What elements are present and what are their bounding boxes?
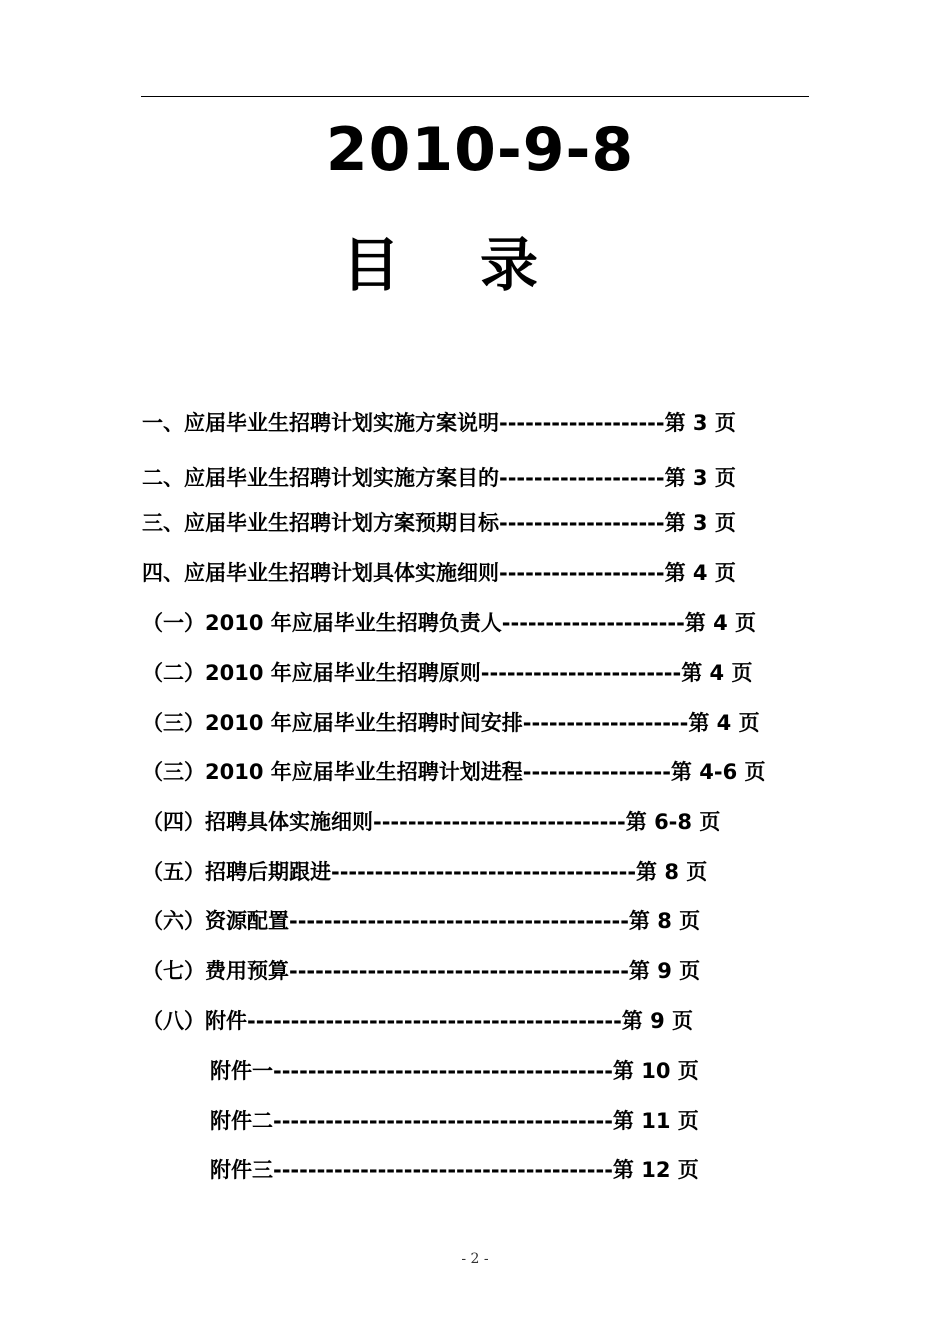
toc-entry-4-3b[interactable]: （三）2010 年应届毕业生招聘计划进程-----------------第 4-6 页 — [142, 760, 766, 784]
toc-entry-4-7[interactable]: （七）费用预算---------------------------------------第 9 页 — [142, 959, 701, 983]
toc-entry-appendix-3[interactable]: 附件三---------------------------------------第 12 页 — [210, 1158, 699, 1182]
document-date: 2010-9-8 — [325, 115, 635, 185]
toc-entry-4-4[interactable]: （四）招聘具体实施细则-----------------------------第 6-8 页 — [142, 810, 721, 834]
toc-title: 目录 — [342, 231, 619, 299]
toc-entry-4-5[interactable]: （五）招聘后期跟进-----------------------------------第 8 页 — [142, 860, 708, 884]
toc-entry-4-3[interactable]: （三）2010 年应届毕业生招聘时间安排-------------------第 4 页 — [142, 711, 760, 735]
toc-entry-appendix-2[interactable]: 附件二---------------------------------------第 11 页 — [210, 1109, 699, 1133]
page-number: - 2 - — [461, 1251, 489, 1267]
toc-entry-4-1[interactable]: （一）2010 年应届毕业生招聘负责人---------------------第 4 页 — [142, 611, 757, 635]
toc-entry-4-8[interactable]: （八）附件-------------------------------------------第 9 页 — [142, 1009, 694, 1033]
toc-entry-4-2[interactable]: （二）2010 年应届毕业生招聘原则-----------------------第 4 页 — [142, 661, 753, 685]
toc-entry-4-6[interactable]: （六）资源配置---------------------------------------第 8 页 — [142, 909, 701, 933]
toc-entry-appendix-1[interactable]: 附件一---------------------------------------第 10 页 — [210, 1059, 699, 1083]
header-rule — [141, 96, 809, 97]
toc-entry-2[interactable]: 二、应届毕业生招聘计划实施方案目的-------------------第 3 页 — [142, 466, 736, 490]
toc-entry-3[interactable]: 三、应届毕业生招聘计划方案预期目标-------------------第 3 页 — [142, 511, 736, 535]
toc-entry-1[interactable]: 一、应届毕业生招聘计划实施方案说明-------------------第 3 页 — [142, 411, 736, 435]
toc-entry-4[interactable]: 四、应届毕业生招聘计划具体实施细则-------------------第 4 页 — [142, 561, 736, 585]
